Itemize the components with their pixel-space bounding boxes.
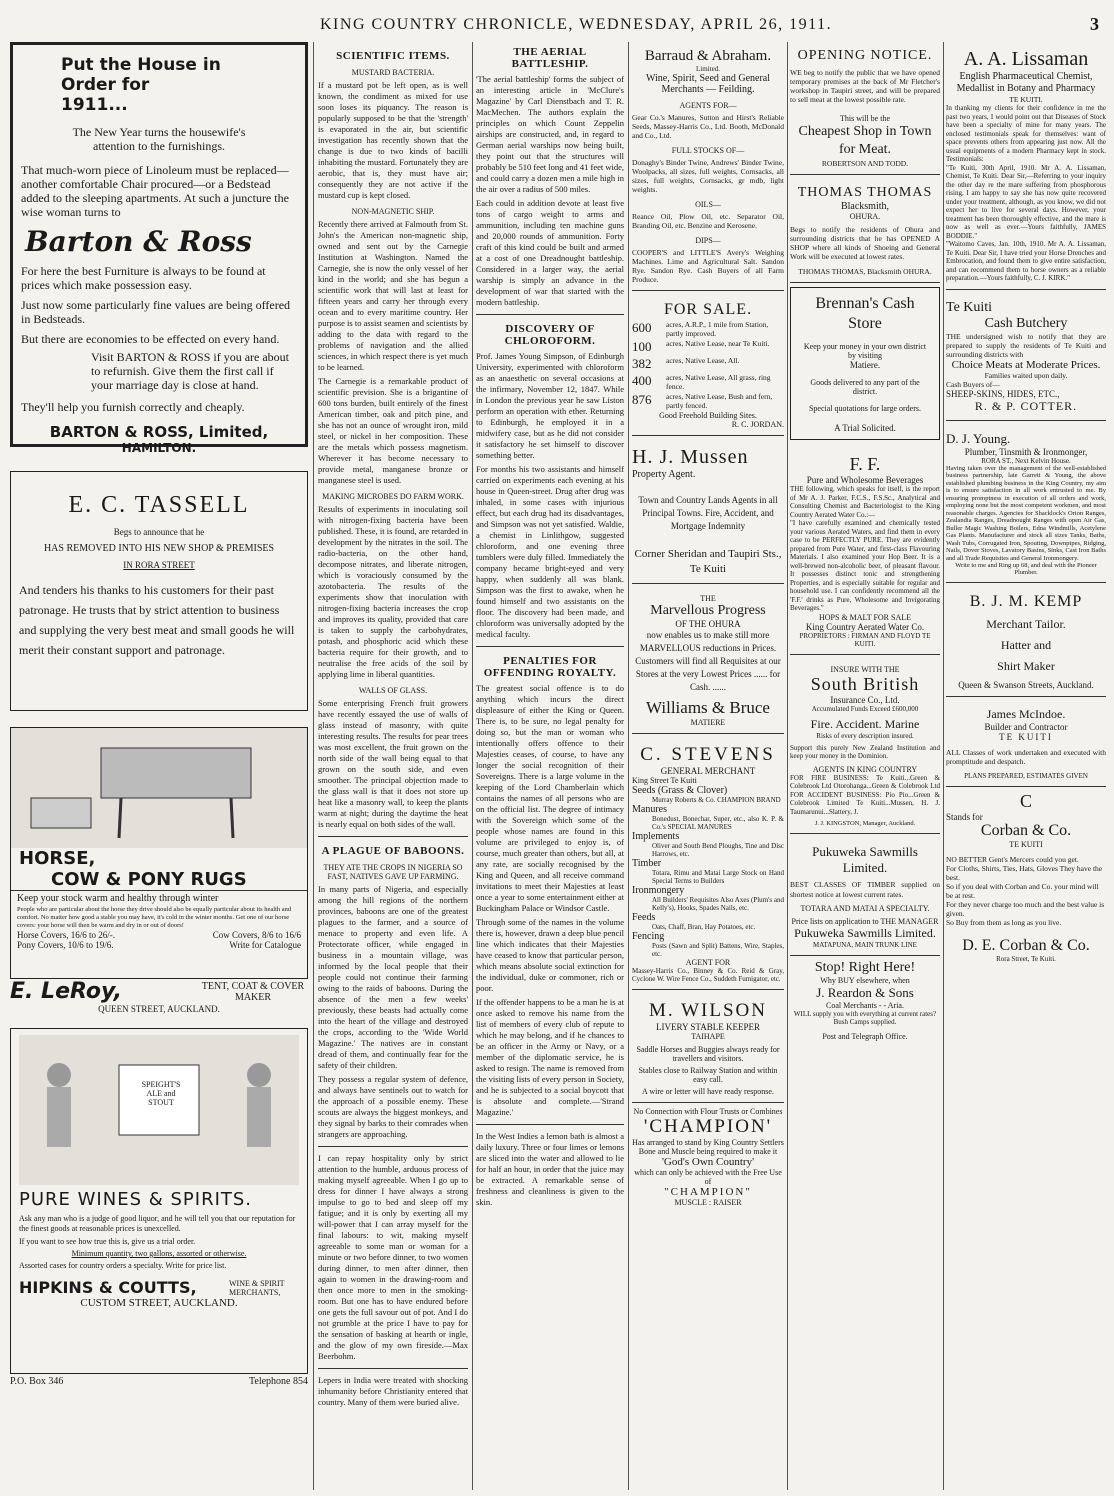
article-title: THE AERIAL BATTLESHIP. — [511, 46, 589, 70]
stevens-detail: Oliver and South Bend Ploughs, Tine and Disc Harrows, etc. — [652, 842, 784, 858]
stevens-detail: All Builders' Requisites Also Axes (Plum's and Kelly's), Hooks, Spades Nails, etc. — [652, 896, 784, 912]
pukuweka-ad — [790, 838, 940, 956]
cash-butchery-ad — [946, 294, 1106, 421]
rugs-prices — [11, 940, 307, 950]
stevens-detail: Totara, Rimu and Matai Large Stock on Hand Special Terms to Builders — [652, 869, 784, 885]
stevens-name: C. STEVENS — [640, 744, 776, 765]
sb-agents: AGENTS IN KING COUNTRY — [812, 764, 918, 774]
williams-bruce-town: MATIERE — [690, 718, 726, 727]
article-body: 'The aerial battleship' forms the subject of an interesting article in 'McClure's Magazine' by Carl Dienstbach and T. R. MacMechen. The authors explain the principles on which Count Zeppelin airships are constructed, and, in regard to German aerial warships now being built, they point out that the structures will probably be 510 feet long and 41 feet wide, and could carry a dozen men a mile high in the air over a radius of 500 miles. — [476, 74, 624, 194]
young-body: Having taken over the management of the well-established business partnership, late Garrett & Young, the above established plumbing business in the King Country, my aim is to ensure satisfaction in all work entrusted to me. By ensuring promptness in execution of all orders and work, employing none but the most competent workmen, and most reasonable charges. Agencies for Shacklock's Orion Ranges, Zealandia Ranges, Dreadnought Ranges with open Air Gas, Buller Magic Washing Boilers, Edna Windmills, Acetylene Gas Plants. Manufacturer and stock all sizes Tanks, Baths, Wash Tubs, Corrugated Iron, Spouting, Downpipes, Ridging, Nails, Dover Stoves, Lavatory Basins, Sinks, Cast Iron Baths and all Trade Requisites and General Ironmongery. — [946, 464, 1106, 562]
hipkins-contact — [10, 1376, 308, 1387]
ff-company: King Country Aerated Water Co. — [805, 621, 925, 632]
brennan-trial: A Trial Solicited. — [834, 423, 896, 433]
column-rule — [787, 42, 788, 1490]
tassell-begs: Begs to announce that he — [113, 527, 205, 537]
article-heading: NON-MAGNETIC SHIP. — [351, 207, 435, 216]
article-body: The Carnegie is a remarkable product of scientific prevision. She is a brigantine of 600 tons burden, built entirely of the finest American timber, oak and pitch pine, and she has not an ounce of wrought iron, mild steel, or nickel in her composition. These are the metals which possess magnetism. Wherever it has become necessary to provide metal, manganese bronze or manganese steel is used. — [318, 376, 468, 485]
reardon-trade: Coal Merchants - - Aria. — [826, 1001, 904, 1010]
hipkins-trade: WINE & SPIRIT MERCHANTS, — [229, 1278, 285, 1297]
house-paragraph: Just now some particularly fine values are being offered in Bedsteads. — [21, 298, 291, 326]
rugs-title: HORSE, — [19, 848, 96, 869]
for-sale-signature: R. C. JORDAN. — [731, 420, 784, 429]
sb-support: Support this purely New Zealand Institution and keep your money in the Dominion. — [790, 743, 940, 760]
for-sale-acreage: 400 — [632, 373, 652, 388]
progress-title: Marvellous Progress — [650, 603, 766, 618]
divider — [476, 314, 624, 315]
champion-quote: 'God's Own Country' — [661, 1156, 755, 1168]
column-5 — [790, 42, 940, 1490]
mcindoe-town: TE KUITI — [999, 732, 1053, 742]
young-ad — [946, 425, 1106, 584]
thomas-town: OHURA. — [849, 212, 881, 221]
article-body: Prof. James Young Simpson, of Edinburgh University, experimented with chloroform as an anaesthetic on several occasions at the infirmary, November 12, 1847. While in London the previous year he saw Liston perform an operation with ether. Returning to Edinburgh, he employed it in a midwifery case, but as he did not consider it satisfactory he set himself to discover something better. — [476, 351, 624, 460]
reardon-name: J. Reardon & Sons — [816, 985, 914, 1000]
for-sale-acreage: 876 — [632, 392, 652, 407]
lissaman-body: In thanking my clients for their confidence in me the past two years, I would point out that Diseases of Stock have been a specialty of mine for many years. The enclosed testimonials speak for themselves: want of space prevents others from appearing just now. All the usual equipments of a modern Pharmacy kept in stock. Testimonials: — [946, 104, 1106, 163]
column-1 — [10, 42, 308, 1490]
opening-will: This will be the — [840, 114, 890, 123]
wines-paragraph: Minimum quantity, two gallons, assorted or otherwise. — [71, 1249, 247, 1258]
opening-big: Cheapest Shop in Town for Meat. — [798, 124, 932, 157]
ff-name: F. F. — [849, 454, 881, 474]
butchery-town: Te Kuiti — [946, 299, 993, 315]
williams-bruce-name: Williams & Bruce — [646, 698, 770, 717]
mussen-name: H. J. Mussen — [632, 446, 749, 468]
sb-insurance: Insurance Co., Ltd. — [830, 694, 900, 705]
barraud-section: FULL STOCKS OF— — [671, 146, 745, 155]
mussen-ad — [632, 440, 784, 584]
barton-ross-name: BARTON & ROSS, Limited, — [49, 423, 269, 441]
for-sale-row — [632, 392, 784, 410]
barraud-limited: Limited. — [696, 65, 720, 73]
house-paragraph: They'll help you furnish correctly and cheaply. — [21, 400, 245, 414]
tassell-street: IN RORA STREET — [123, 560, 195, 570]
butchery-cash: Cash Buyers of— — [946, 379, 1000, 389]
for-sale-acreage: 600 — [632, 320, 652, 335]
po-box: P.O. Box 346 — [10, 1376, 64, 1387]
barraud-section: DIPS— — [695, 236, 721, 245]
leroy-rugs-ad — [10, 727, 308, 979]
corban-body: NO BETTER Gent's Mercers could you get. — [946, 855, 1079, 864]
column-rule — [943, 42, 944, 1490]
stop-title: Stop! Right Here! — [814, 960, 916, 975]
hipkins-coutts-ad — [10, 1028, 308, 1374]
tassell-removed: HAS REMOVED INTO HIS NEW SHOP & PREMISES — [43, 543, 275, 554]
article-title: PENALTIES FOR OFFENDING ROYALTY. — [483, 655, 617, 679]
butchery-name: Cash Butchery — [984, 315, 1068, 331]
masthead-title: KING COUNTRY CHRONICLE, WEDNESDAY, APRIL 26, 1911. — [320, 16, 833, 33]
divider — [318, 1368, 468, 1369]
page-number: 3 — [1090, 14, 1099, 34]
article-body: Through some of the names in the volume there is, however, drawn a deep blue pencil line which indicates that their Majesties have ceased to know that particular person, which means absolute social extinction for the individual, duke or commoner, rich or poor. — [476, 917, 624, 993]
pukuweka-name: Pukuweka Sawmills Limited. — [812, 844, 918, 875]
house-paragraph: For here the best Furniture is always to be found at prices which make possession easy. — [21, 264, 266, 292]
corban-stands: Stands for — [946, 812, 983, 822]
house-paragraph: Visit BARTON & ROSS if you are about to refurnish. Give them the first call if your marriage day is close at hand. — [91, 350, 290, 392]
barraud-name: Barraud & Abraham. — [644, 48, 772, 64]
rugs-price: Cow Covers, 8/6 to 16/6 — [212, 930, 301, 940]
divider — [318, 1146, 468, 1147]
brennan-quote: Special quotations for large orders. — [808, 404, 922, 413]
stevens-address: King Street Te Kuiti — [632, 776, 697, 785]
stevens-category: Fencing — [632, 931, 665, 942]
south-british-ad — [790, 659, 940, 835]
mcindoe-plans: PLANS PREPARED, ESTIMATES GIVEN — [964, 772, 1088, 780]
article-heading: WALLS OF GLASS. — [358, 686, 428, 695]
mcindoe-trade: Builder and Contractor — [984, 722, 1068, 732]
hipkins-row — [19, 1278, 299, 1297]
opening-notice-ad — [790, 42, 940, 175]
rugs-price: Pony Covers, 10/6 to 19/6. — [17, 940, 114, 950]
tassell-ad — [10, 471, 308, 711]
brennan-name: Brennan's Cash Store — [815, 295, 915, 332]
kemp-trade: Hatter and — [1000, 638, 1052, 652]
pukuweka-name-2: Pukuweka Sawmills Limited. — [794, 926, 936, 940]
for-sale-row — [632, 356, 784, 372]
wines-paragraph: Assorted cases for country orders a specialty. Write for price list. — [19, 1261, 227, 1270]
toasting-men-icon — [19, 1035, 299, 1185]
corban-address: Rora Street, Te Kuiti. — [996, 955, 1056, 963]
progress-subtitle: OF THE OHURA — [675, 619, 741, 629]
stevens-category: Feeds — [632, 912, 656, 923]
tassell-body: And tenders his thanks to his customers for their past patronage. He trusts that by strict attention to business and supplying the very best meat and small goods he will merit their constant support and patronage. — [19, 583, 295, 657]
article-body: Some enterprising French fruit growers have recently essayed the use of walls of glass instead of masonry, with quite interesting results. The results for pear trees was most excellent, the fruit grown on the north side of the wall being equal to that grown on the south side, and even smoother. The principal objection made to the glass wall is that it does not store up heat like a masonry wall, to keep the plants warm at night; during the daytime the heat is nearly equal on both sides of the wall. — [318, 698, 468, 829]
stevens-detail: Murray Roberts & Co. CHAMPION BRAND — [652, 796, 781, 804]
ff-body: THE following, which speaks for itself, is the report of Mr A. J. Parker, F.C.S., F.S.Sc., Analytical and Consulting Chemist and Bacteriologist to the King Country Aerated Water Co.:— — [790, 485, 940, 519]
article-body: I can repay hospitality only by strict attention to the humble, arduous process of making myself agreeable. When I go up to dress for dinner I have always a strong impulse to go to bed and sleep off my fatigue; and it is only by exerting all my will-power that I can array myself for the final labours: to wit, making myself agreeable to some man or woman for a minute or two before dinner, to two women during dinner, to men after dinner, then again to women in the drawing-room and then once more to men in the smoking-room. But one has to have endured before one gets the full savour out of pot. And I do not grumble at the price I have to pay for the sensation of basking at hearth or ingle, and the glow of my own fireside.—Max Beerbohm. — [318, 1153, 468, 1361]
column-rule — [313, 42, 314, 1490]
wilson-name: M. WILSON — [649, 1000, 767, 1021]
for-sale-acreage: 382 — [632, 356, 652, 371]
ff-body: "I have carefully examined and chemically tested your various Aerated Waters, and find them in every case to be PERFECTLY PURE. They are evidently prepared from Pure Water, and first-class Flavouring Materials. I also examined your Hop Beer. It is a well-brewed non-alcoholic beer, of pleasant flavour. It possesses distinct tonic and strengthening Properties, and is especially suitable for regular and household use. I can confidently recommend all the 'F.F.' drinks as Pure, Wholesome and Invigorating Beverages." — [790, 519, 940, 612]
barton-ross-city: HAMILTON. — [121, 441, 197, 455]
mcindoe-body: ALL Classes of work undertaken and executed with promptitude and despatch. — [946, 748, 1106, 766]
brennan-body: Keep your money in your own district by visiting — [803, 342, 927, 360]
ff-beverages-ad — [790, 448, 940, 655]
lissaman-trade: English Pharmaceutical Chemist, Medallist in Botany and Pharmacy — [956, 71, 1096, 94]
stevens-category: Seeds (Grass & Clover) — [632, 785, 728, 796]
sb-name: South British — [810, 673, 920, 694]
wilson-body: Saddle Horses and Buggies always ready for travellers and visitors. — [636, 1045, 780, 1063]
sb-manager: J. J. KINGSTON, Manager, Auckland. — [814, 820, 916, 827]
house-paragraph: That much-worn piece of Linoleum must be replaced—another comfortable Chair procured—or a Bedstead added to the sleeping apartments. At such a juncture the wise woman turns to — [21, 163, 289, 219]
for-sale-description: acres, Native Lease, All grass, ring fence. — [666, 373, 771, 391]
pukuweka-body: BEST CLASSES OF TIMBER supplied on shortest notice at lowest current rates. — [790, 880, 940, 899]
brennan-ad — [790, 287, 940, 440]
ff-subtitle: Pure and Wholesome Beverages — [806, 475, 924, 485]
rugs-title: COW & PONY RUGS — [51, 869, 247, 890]
stevens-category: Ironmongery — [632, 885, 685, 896]
column-2 — [318, 42, 468, 1490]
article-body: For months his two assistants and himself carried on experiments each evening at his house in Queen-street. Drug after drug was inhaled, in some cases with injurious effect, but each drug had its disadvantages, and Simpson was not yet satisfied. Waldie, a chemist in Linlithgow, suggested chloroform, and one evening three tumblers were duly filled. Immediately the company became bright-eyed and very happy, when suddenly all was blank. Simpson was the first to awake, when he found himself and two assistants on the floor. The discovery had been made, and chloroform was universally adopted by the medical faculty. — [476, 464, 624, 639]
column-6 — [946, 42, 1106, 1490]
article-body: They possess a regular system of defence, and always have sentinels out to watch for the approach of a possible enemy. These scouts are always the biggest monkeys, and they signal by barks to their comrades when strangers are approaching. — [318, 1074, 468, 1139]
article-title: A PLAGUE OF BABOONS. — [321, 845, 465, 857]
kemp-ad — [946, 587, 1106, 697]
wines-title: PURE WINES & SPIRITS. — [19, 1189, 253, 1210]
lissaman-ad — [946, 42, 1106, 290]
article-body: Results of experiments in inoculating soil with nitrogen-fixing bacteria have been published. These, it is found, are retarded in development by the nitrates in the soil. The radio-bacteria, on the other hand, decompose nitrates, and liberate nitrogen, which is voraciously consumed by the azotobacteria. The results of the experiments show that inoculation with nitrogen-fixing bacteria increases the crop and improves its quality, provided that care is taken to supply the carbohydrates, potash, and phosphoric acid which these bacteria require for their growth, and to neutralise the free acids of the soil by applying lime in liberal quantities. — [318, 504, 468, 679]
barraud-text: Donaghy's Binder Twine, Andrews' Binder Twine, Woolpacks, all sizes, full weights, Cornsacks, all sizes, full weights, Cornsacks, gr mdb, light weights. — [632, 158, 784, 194]
barton-ross-ad — [10, 42, 308, 455]
sb-insure: INSURE WITH THE — [830, 664, 900, 674]
corban-body: For they never charge too much and the best value is given. — [946, 900, 1105, 918]
column-rule — [628, 42, 629, 1490]
butchery-hides: SHEEP-SKINS, HIDES, ETC., — [946, 388, 1060, 399]
opening-title: OPENING NOTICE. — [797, 48, 933, 63]
house-intro: The New Year turns the housewife's attention to the furnishings. — [72, 125, 246, 153]
corban-town: TE KUITI — [1009, 840, 1043, 849]
williams-bruce-ad — [632, 588, 784, 734]
stevens-trade: GENERAL MERCHANT — [660, 766, 756, 776]
divider — [476, 646, 624, 647]
for-sale-description: acres, Native Lease, near Te Kuiti. — [666, 339, 770, 348]
rugs-prices — [11, 930, 307, 940]
stevens-agent-label: AGENT FOR — [685, 958, 731, 967]
barraud-text: Gear Co.'s Manures, Sutton and Hirst's Reliable Seeds, Massey-Harris Co., Ltd. Booth, McDonald and Co., Ltd. — [632, 113, 784, 140]
champion-lead: No Connection with Flour Trusts or Combines — [633, 1107, 783, 1116]
progress-body: now enables us to make still more MARVELLOUS reductions in Prices. Customers will find all Requisites at our Stores at the very Lowest Prices ...... for Cash. ...... — [635, 630, 781, 692]
kemp-name: B. J. M. KEMP — [969, 593, 1083, 610]
corban-c: C — [1019, 791, 1032, 811]
reardon-ad — [790, 960, 940, 1041]
for-sale-row — [632, 373, 784, 391]
corban-body: So if you deal with Corban and Co. your mind will be at rest. — [946, 882, 1099, 900]
kemp-address: Queen & Swanson Streets, Auckland. — [958, 680, 1094, 690]
lissaman-body: "Waitomo Caves, Jan. 10th, 1910. Mr A. A. Lissaman, Te Kuiti. Dear Sir, I have tried your Horse Drenches and Embrocation, and found them to give entire satisfaction, and can recommend them to horse owners as a reliable preparation.—Yours faithfully, C. J. KIRK." — [946, 240, 1106, 282]
opening-signature: ROBERTSON AND TODD. — [821, 159, 909, 168]
corban-signature: D. E. Corban & Co. — [962, 937, 1090, 954]
thomas-trade: Blacksmith, — [840, 201, 890, 212]
stevens-ad — [632, 738, 784, 990]
for-sale-description: acres, Native Lease, Bush and fern, partly fenced. — [666, 392, 773, 410]
rugs-lead: Keep your stock warm and healthy through winter — [11, 890, 307, 906]
butchery-families: Families waited upon daily. — [984, 370, 1068, 380]
sb-risks: Risks of every description insured. — [816, 731, 914, 740]
leroy-address: QUEEN STREET, AUCKLAND. — [98, 1004, 220, 1014]
article-subtitle: THEY ATE THE CROPS IN NIGERIA SO FAST, NATIVES GAVE UP FARMING. — [323, 863, 463, 881]
brennan-goods: Goods delivered to any part of the district. — [810, 378, 920, 396]
barraud-text: COOPER'S and LITTLE'S Avery's Weighing Machines. Lime and Agricultural Salt. Sandon Rye. Sandon Rye. Cash Buyers of all Farm Produce. — [632, 248, 784, 284]
barraud-trade: Wine, Spirit, Seed and General Merchants — Feilding. — [645, 73, 770, 95]
mussen-address: Corner Sheridan and Taupiri Sts., Te Kuiti — [634, 548, 782, 575]
for-sale-description: acres, A.R.P., 1 mile from Station, partly improved. — [666, 320, 769, 338]
pukuweka-price: Price lists on application to THE MANAGER — [791, 917, 939, 926]
ff-proprietors: PROPRIETORS : FIRMAN AND FLOYD TE KUITI. — [799, 631, 931, 648]
article-body: Each could in addition devote at least five tons of cargo weight to arms and ammunition, including ten machine guns and 20,000 rounds of ammunition. Forty craft of this kind could be built and armed at a cost of one Dreadnought battleship. Considered in a larger way, the aerial warship is simply an advance in the development of war that started with the modern battleship. — [476, 198, 624, 307]
article-body: Recently there arrived at Falmouth from St. John's the American non-magnetic ship, owned and sent out by the Carnegie Institution at Washington. Named the Carnegie, she is now the only vessel of her kind in the world; and she has begun a scientific work that will last at least for fifteen years and carry her through every ocean and to every maritime country. Her purpose is to assist seamen and scientists by adding to the data with regard to the problems of navigation and the allied sciences, in which respect there is yet much to be learned. — [318, 219, 468, 372]
thomas-name: THOMAS THOMAS — [797, 185, 933, 200]
mussen-body: Town and Country Lands Agents in all Principal Towns. Fire, Accident, and Mortgage Indemnity — [638, 495, 778, 531]
stevens-agent-body: Massey-Harris Co., Binney & Co. Reid & Gray, Cyclone W. Wire Fence Co., Suddeth Fumigator, etc. — [632, 967, 784, 983]
article-body: Lepers in India were treated with shocking inhumanity before Christianity entered that country. Many of them were buried alive. — [318, 1375, 468, 1407]
for-sale-row — [632, 320, 784, 338]
for-sale-acreage: 100 — [632, 339, 652, 354]
sb-agents-body: FOR FIRE BUSINESS: Te Kuiti...Green & Colebrook Ltd Otorohanga...Green & Colebrook Ltd FOR ACCIDENT BUSINESS: Pio Pio...Green & Colebrook Limited Te Kuiti...Mussen, H. J. Taumarunui...Slattery, J. — [790, 773, 940, 816]
butchery-meats: Choice Meats at Moderate Prices. — [951, 358, 1101, 371]
hipkins-address: CUSTOM STREET, AUCKLAND. — [80, 1297, 238, 1309]
lissaman-body: "Te Kuiti, 30th April, 1910. Mr A. A. Lissaman, Chemist, Te Kuiti. Dear Sir,—Referring to your inquiry the other day re the mare suffering from phosphorous rising, I am happy to say she has now quite recovered under your treatment, although, as you know, we did not expect her to live for several days. However, your treatment has been thoroughly effective, and the mare is now as well as ever.—Yours faithfully, JAMES BODDIE." — [946, 163, 1106, 240]
barraud-ad — [632, 42, 784, 291]
brennan-place: Matiere. — [849, 360, 881, 370]
butchery-body: THE undersigned wish to notify that they are prepared to supply the residents of Te Kuiti and surrounding districts with — [946, 331, 1106, 359]
horse-rug-icon — [11, 728, 305, 848]
young-write: Write to me and Ring up 68, and deal with the Pioneer Plumber. — [955, 562, 1097, 576]
wilson-body: A wire or letter will have ready response. — [642, 1087, 774, 1096]
corban-body: For Cloths, Shirts, Ties, Hats, Gloves They have the best. — [946, 864, 1103, 882]
divider — [476, 1124, 624, 1125]
corban-name: Corban & Co. — [980, 822, 1072, 839]
champion-title: 'CHAMPION' — [643, 1116, 773, 1137]
young-name: D. J. Young. — [946, 430, 1011, 446]
champion-ad — [632, 1107, 784, 1207]
tassell-name: E. C. TASSELL — [68, 492, 250, 518]
for-sale-ad — [632, 295, 784, 436]
kemp-trade: Merchant Tailor. — [986, 617, 1066, 631]
stevens-detail: Posts (Sawn and Split) Battens, Wire, Staples, etc. — [652, 942, 784, 958]
champion-body: Has arranged to stand by King Country Settlers Bone and Muscle being required to make it — [632, 1138, 784, 1156]
barraud-section: AGENTS FOR— — [679, 101, 737, 110]
champion-body: which can only be achieved with the Free Use of — [634, 1168, 782, 1186]
article-body: If a mustard pot be left open, as is well known, the condiment as mixed for use soon loses its piquancy. The reason is popularly supposed to be that the 'strength' is evaporated in the air, but scientific investigation has recently shown that the change is due to two kinds of bacilli inhabiting the mustard. Fortunately they are aerobic, that is, they must have air; consequently they are not active if the mustard cup is kept closed. — [318, 80, 468, 200]
thomas-signature: THOMAS THOMAS, Blacksmith OHURA. — [798, 267, 932, 276]
article-heading: MUSTARD BACTERIA. — [351, 68, 435, 77]
rugs-price: Horse Covers, 16/6 to 26/-. — [17, 930, 115, 940]
article-body: In the West Indies a lemon bath is almost a daily luxury. Three or four limes or lemons are sliced into the water and allowed to lie for half an hour, in order that the juice may be extracted. A remarkable sense of freshness and cleanliness is given to the skin. — [476, 1131, 624, 1207]
mcindoe-name: James McIndoe. — [986, 707, 1066, 721]
leroy-name: E. LeRoy, — [10, 979, 122, 1004]
column-4 — [632, 42, 784, 1490]
sb-funds: Accumulated Funds Exceed £600,000 — [811, 704, 919, 713]
corban-body: So Buy from them as long as you live. — [946, 918, 1062, 927]
section-title: SCIENTIFIC ITEMS. — [336, 50, 450, 62]
mussen-trade: Property Agent. — [632, 469, 696, 480]
stop-body: Why BUY elsewhere, when — [820, 976, 910, 985]
article-heading: MAKING MICROBES DO FARM WORK. — [322, 492, 464, 501]
for-sale-row — [632, 339, 784, 355]
for-sale-description: acres, Native Lease, All. — [666, 356, 740, 365]
sb-kinds: Fire. Accident. Marine — [810, 716, 920, 731]
ff-hops: HOPS & MALT FOR SALE — [818, 612, 912, 622]
article-body: If the offender happens to be a man he is at once asked to remove his name from the list of members of every club of repute to which he may belong, and if he chances to be an officer in the Army or Navy, or a member of the diplomatic service, he is asked to resign. The name is removed from the visiting lists of every person in Society, and he is subjected to a social boycott that is absolute and complete.—'Strand Magazine.' — [476, 997, 624, 1117]
for-sale-title: FOR SALE. — [663, 301, 753, 318]
column-3 — [476, 42, 624, 1490]
kemp-trade: Shirt Maker — [997, 659, 1055, 673]
stevens-detail: Bonedust, Bonechar, Super, etc., also K. P. & Co.'s SPECIAL MANURES — [652, 815, 784, 831]
opening-body: WE beg to notify the public that we have opened temporary premises at the back of Mr Fletcher's workshop in Taupiri street, and will be prepared to sell meat at the lowest possible rate. — [790, 68, 940, 104]
wines-paragraph: If you want to see how true this is, give us a trial order. — [19, 1237, 196, 1246]
young-trade: Plumber, Tinsmith & Ironmonger, — [964, 446, 1088, 457]
wilson-ad — [632, 994, 784, 1103]
reardon-body: WILL supply you with everything at current rates? Bush Camps supplied. — [793, 1010, 937, 1026]
article-body: In many parts of Nigeria, and especially among the hill regions of the northern provinces, baboons are one of the greatest plagues to the farmer, and a source of menace to property and even life. A Protectorate officer, while engaged in business in a mountain village, was informed by the local people that their people could not continue their farming owing to the raids of baboons. During the absence of the men a few weeks' previously, these beasts had actually come into the heart of the village and destroyed the crops, according to the 'Wide World Magazine.' The natives are in constant dread of them, and continually fear for the safety of their children. — [318, 884, 468, 1070]
stevens-category: Implements — [632, 831, 680, 842]
barton-ross-logo: Barton & Ross — [25, 225, 252, 258]
stevens-detail: Oats, Chaff, Bran, Hay Potatoes, etc. — [652, 923, 756, 931]
mcindoe-ad — [946, 701, 1106, 787]
champion-brand: "CHAMPION" — [664, 1186, 752, 1198]
barraud-text: Reance Oil, Plow Oil, etc. Separator Oil, Branding Oil, etc. Benzine and Kerosene. — [632, 212, 784, 230]
house-title: Put the House in Order for 1911... — [61, 55, 221, 115]
wilson-trade: LIVERY STABLE KEEPER — [656, 1022, 760, 1032]
article-body: The greatest social offence is to do anything which incurs the direct displeasure of either the King or Queen. There is, to be sure, no legal penalty for doing so, but the man or woman who intentionally offers offence to their Majesties ceases, of course, to have any longer the social recognition of their Sovereigns. There is a large volume in the keeping of the Lord Chamberlain which contains the names of all persons who are on the official list. The degree of intimacy with the Sovereign which some of the people whose names are found in this volume are privileged to enjoy is, of course, much greater than others, but all, at any rate, are socially recognised by the King and Queen, and all receive command invitations to meet their Majesties at least once a year to some entertainment either at Buckingham Palace or Windsor Castle. — [476, 683, 624, 913]
article-title: DISCOVERY OF CHLOROFORM. — [504, 323, 596, 347]
house-paragraph: But there are economies to be effected on every hand. — [21, 332, 280, 346]
lissaman-town: TE KUITI. — [1009, 95, 1043, 104]
stevens-category: Manures — [632, 804, 667, 815]
column-rule — [472, 42, 473, 1490]
speight-sign: SPEIGHT'S ALE and STOUT — [141, 1080, 181, 1107]
leroy-row — [10, 979, 308, 1004]
pukuweka-specialty: TOTARA AND MATAI A SPECIALTY. — [800, 904, 930, 913]
stevens-category: Timber — [632, 858, 662, 869]
champion-foot: MUSCLE : RAISER — [674, 1198, 742, 1207]
thomas-ad — [790, 179, 940, 283]
thomas-body: Begs to notify the residents of Ohura and surrounding districts that he has OPENED A SHOP where all kinds of Shoeing and General Work will be executed at lowest rates. — [790, 225, 940, 261]
progress-the: THE — [700, 594, 716, 603]
lissaman-name: A. A. Lissaman — [963, 48, 1089, 70]
young-address: RORA ST., Next Kelvin House. — [981, 456, 1071, 465]
for-sale-footer: Good Freehold Building Sites. — [659, 411, 757, 420]
barraud-section: OILS— — [695, 200, 721, 209]
horse-illustration — [11, 728, 307, 848]
page-header — [0, 0, 1114, 40]
leroy-trade: TENT, COAT & COVER MAKER — [201, 980, 305, 1003]
wine-illustration — [19, 1035, 299, 1185]
pukuweka-address: MATAPUNA, MAIN TRUNK LINE — [813, 941, 917, 949]
reardon-foot: Post and Telegraph Office. — [822, 1032, 908, 1041]
for-sale-list — [632, 320, 784, 410]
corban-ad — [946, 791, 1106, 963]
wines-paragraph: Ask any man who is a judge of good liquor, and he will tell you that our reputation for the finest goods at reasonable prices is unexcelled. — [19, 1214, 296, 1233]
divider — [318, 836, 468, 837]
rugs-price: Write for Catalogue — [229, 940, 301, 950]
wilson-body: Stables close to Railway Station and within easy call. — [638, 1066, 778, 1084]
butchery-signature: R. & P. COTTER. — [974, 398, 1078, 413]
telephone: Telephone 854 — [248, 1376, 308, 1387]
rugs-body: People who are particular about the horse they drive should also be equally particular about its health and comfort. No matter how good a stable you may have, it's cold in the winter months. Get one of our horse covers: your horse will then be warm and dry in or out of doors! — [17, 906, 292, 929]
wilson-town: TAIHAPE — [691, 1032, 725, 1041]
leroy-block — [10, 979, 308, 1014]
hipkins-name: HIPKINS & COUTTS, — [19, 1278, 197, 1297]
